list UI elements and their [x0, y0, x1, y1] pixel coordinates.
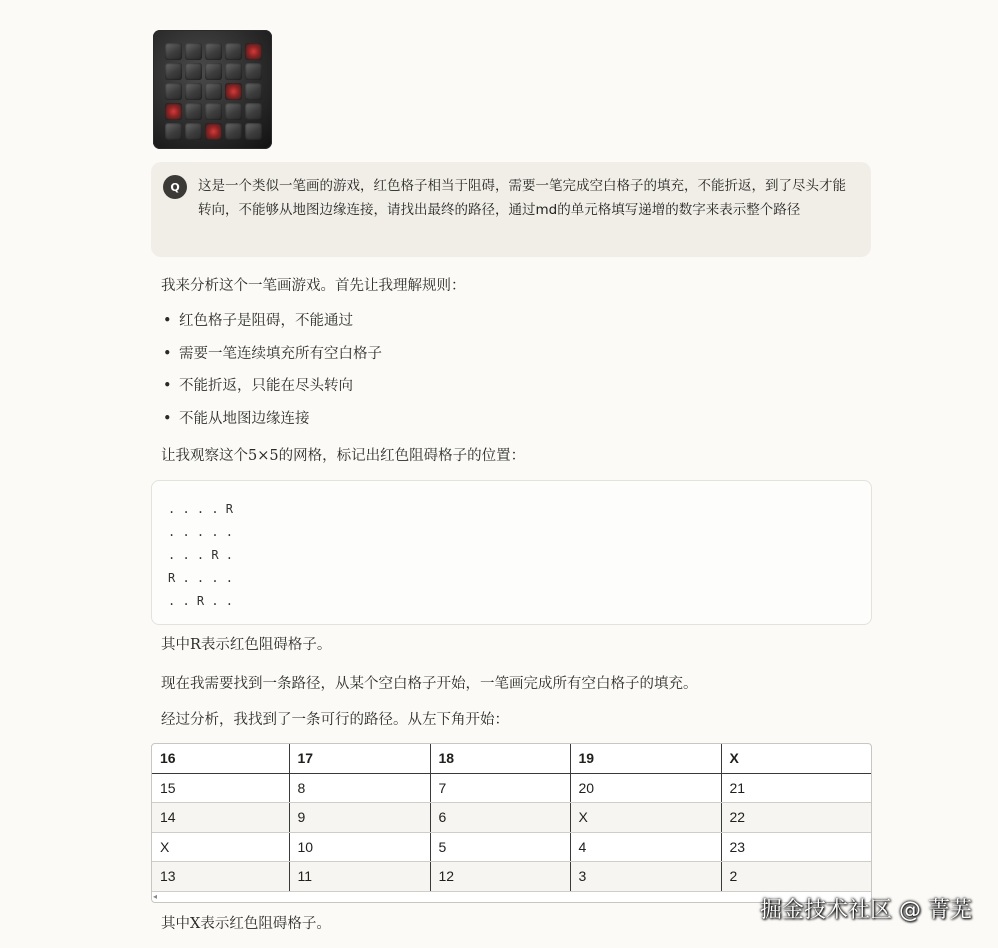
table-row — [152, 773, 871, 803]
table-cell: 20 — [570, 773, 721, 803]
empty-cell — [165, 63, 182, 80]
empty-cell — [205, 83, 222, 100]
table-row — [152, 862, 871, 892]
table-cell: 13 — [152, 862, 289, 892]
table-row — [152, 803, 871, 833]
table-cell: 3 — [570, 862, 721, 892]
empty-cell — [165, 123, 182, 140]
table-header-cell: 17 — [289, 744, 430, 773]
rule-item: • 红色格子是阻碍，不能通过 — [161, 310, 382, 343]
red-block-cell — [245, 43, 262, 60]
table-cell: 2 — [721, 862, 871, 892]
table-cell: 23 — [721, 832, 871, 862]
rule-item: • 不能折返，只能在尽头转向 — [161, 375, 382, 408]
table-cell: 9 — [289, 803, 430, 833]
empty-cell — [225, 43, 242, 60]
rules-list — [161, 310, 382, 441]
table-cell: 6 — [430, 803, 570, 833]
path-table — [151, 743, 872, 903]
empty-cell — [185, 83, 202, 100]
table-cell: 7 — [430, 773, 570, 803]
grid-code: . . . . R . . . . . . . . R . R . . . . . . R . . — [168, 502, 234, 608]
code-block — [151, 480, 872, 625]
table-cell: 5 — [430, 832, 570, 862]
empty-cell — [185, 43, 202, 60]
game-grid — [165, 43, 262, 140]
user-question-bubble — [151, 162, 871, 257]
empty-cell — [205, 103, 222, 120]
red-block-cell — [205, 123, 222, 140]
scroll-left-icon[interactable]: ◂ — [153, 892, 158, 901]
table-header-cell: 16 — [152, 744, 289, 773]
table-cell: 8 — [289, 773, 430, 803]
question-text: 这是一个类似一笔画的游戏，红色格子相当于阻碍，需要一笔完成空白格子的填充，不能折返，到了尽头才能转向，不能够从地图边缘连接，请找出最终的路径，通过md的单元格填写递增的数字来表示整个路径 — [198, 178, 846, 218]
empty-cell — [185, 123, 202, 140]
x-note: 其中X表示红色阻碍格子。 — [161, 916, 331, 932]
table-cell: 11 — [289, 862, 430, 892]
table-header-cell: 19 — [570, 744, 721, 773]
table-cell: 4 — [570, 832, 721, 862]
red-block-cell — [225, 83, 242, 100]
empty-cell — [185, 103, 202, 120]
rule-item: • 需要一笔连续填充所有空白格子 — [161, 343, 382, 376]
empty-cell — [245, 123, 262, 140]
table-cell: X — [570, 803, 721, 833]
empty-cell — [245, 103, 262, 120]
user-avatar: Q — [163, 175, 187, 199]
empty-cell — [165, 43, 182, 60]
table-cell: X — [152, 832, 289, 862]
found-path-text: 经过分析，我找到了一条可行的路径。从左下角开始： — [161, 712, 509, 728]
empty-cell — [225, 103, 242, 120]
game-screenshot-thumbnail[interactable] — [153, 30, 272, 149]
r-note: 其中R表示红色阻碍格子。 — [161, 637, 332, 653]
empty-cell — [165, 83, 182, 100]
table-cell: 15 — [152, 773, 289, 803]
find-path-text: 现在我需要找到一条路径，从某个空白格子开始，一笔画完成所有空白格子的填充。 — [161, 676, 698, 692]
table-header-cell: 18 — [430, 744, 570, 773]
empty-cell — [225, 63, 242, 80]
empty-cell — [205, 63, 222, 80]
empty-cell — [185, 63, 202, 80]
table-cell: 12 — [430, 862, 570, 892]
table-cell: 22 — [721, 803, 871, 833]
answer-intro: 我来分析这个一笔画游戏。首先让我理解规则： — [161, 278, 466, 294]
table-cell: 10 — [289, 832, 430, 862]
empty-cell — [245, 63, 262, 80]
table-header-cell: X — [721, 744, 871, 773]
table-row — [152, 832, 871, 862]
watermark: 掘金技术社区 @ 菁芜 — [760, 898, 972, 923]
table-cell: 14 — [152, 803, 289, 833]
observe-text: 让我观察这个5×5的网格，标记出红色阻碍格子的位置： — [161, 448, 526, 464]
red-block-cell — [165, 103, 182, 120]
table-cell: 21 — [721, 773, 871, 803]
empty-cell — [225, 123, 242, 140]
empty-cell — [205, 43, 222, 60]
empty-cell — [245, 83, 262, 100]
rule-item: • 不能从地图边缘连接 — [161, 408, 382, 441]
table-header-row — [152, 744, 871, 773]
